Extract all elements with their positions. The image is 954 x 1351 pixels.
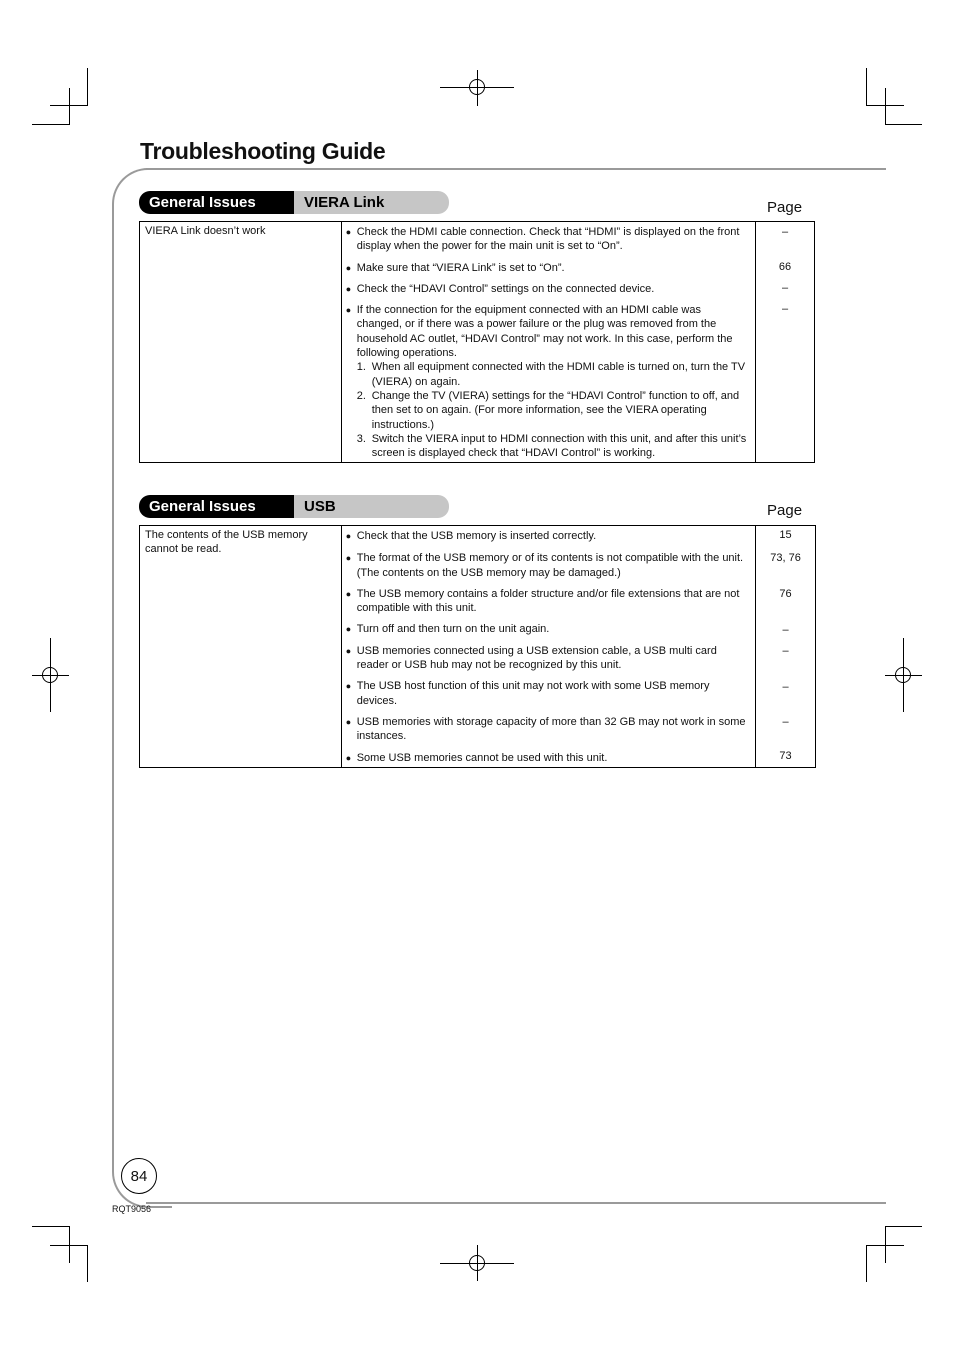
list-item: ● USB memories connected using a USB extension cable, a USB multi card reader or USB hub may not be recognized by this unit. [342,644,755,673]
list-item: ● The USB host function of this unit may not work with some USB memory devices. [342,679,755,708]
page-ref: – [782,681,789,693]
page-ref: – [782,716,789,728]
page-frame-bottom-rule [146,1202,886,1204]
troubleshooting-table-viera-link [139,221,815,463]
problem-cell [140,526,342,768]
bullet-icon: ● [345,305,352,316]
list-item: ● Check that the USB memory is inserted correctly. [342,529,755,543]
page-ref: – [781,303,789,315]
page-ref: 76 [779,588,792,600]
solutions-cell [341,526,755,768]
bullet-icon: ● [345,262,352,273]
list-item: ● Turn off and then turn on the unit again. [342,622,755,636]
list-item: ● The USB memory contains a folder structure and/or file extensions that are not compatible with this unit. [342,587,755,616]
page-ref: – [782,645,789,657]
bullet-icon: ● [345,588,352,599]
bullet-icon: ● [345,227,352,237]
page-ref: – [781,226,789,238]
step-item: 2. Change the TV (VIERA) settings for the “HDAVI Control” function to off, and then set to on again. (For more information, see the VIERA operating instructions.) [356,389,740,431]
list-item: ● The format of the USB memory or of its contents is not compatible with the unit. (The contents on the USB memory may be damaged.) [342,551,755,580]
table-row [140,526,816,768]
table-row [140,222,815,463]
section-topic: VIERA Link [294,191,449,214]
bullet-icon: ● [345,645,352,656]
list-item: ● Make sure that “VIERA Link” is set to “On”. [342,261,755,275]
page-ref: – [781,282,789,294]
bullet-icon: ● [345,752,352,763]
page-title: Troubleshooting Guide [140,138,386,164]
list-item: ● Check the HDMI cable connection. Check that “HDMI” is displayed on the front display when the power for the main unit is set to “On”. [342,225,755,254]
section-category: General Issues [139,495,294,518]
page-frame-top-rule [146,168,886,170]
page-ref-cell [756,526,816,768]
page-number: 84 [121,1158,157,1194]
troubleshooting-table-usb [139,525,816,768]
bullet-icon: ● [345,531,352,541]
page-ref-cell [756,222,815,463]
page-ref: 66 [778,261,792,273]
bullet-icon: ● [345,283,352,294]
problem-cell [140,222,342,463]
problem-text: VIERA Link doesn’t work [145,225,266,237]
bullet-icon: ● [345,553,352,564]
solutions-cell [341,222,755,463]
bullet-icon: ● [345,681,352,692]
step-item: 1. When all equipment connected with the HDMI cable is turned on, turn the TV (VIERA) on again. [356,361,746,388]
page-column-header: Page [767,502,803,519]
list-item: ● Check the “HDAVI Control” settings on the connected device. [342,282,755,296]
bullet-icon: ● [345,716,352,727]
document-code: RQT9056 [112,1204,152,1214]
page-ref: 15 [779,529,792,541]
list-item: ● Some USB memories cannot be used with this unit. [342,751,755,765]
page-ref: 73, 76 [770,552,801,564]
page-column-header: Page [767,199,803,216]
page-ref: – [782,624,789,636]
page-ref: 73 [779,750,792,762]
section-topic: USB [294,495,449,518]
list-item: ● If the connection for the equipment connected with an HDMI cable was changed, or if there was a power failure or the plug was removed from the household AC outlet, “HDAVI Control” may not work. In this case, perform the following operations. [342,303,755,360]
section-category: General Issues [139,191,294,214]
step-item: 3. Switch the VIERA input to HDMI connection with this unit, and after this unit’s screen is displayed check that “HDAVI Control” is working. [356,432,747,460]
problem-text: The contents of the USB memory cannot be read. [145,529,308,556]
bullet-icon: ● [345,624,352,635]
list-item: ● USB memories with storage capacity of more than 32 GB may not work in some instances. [342,715,755,744]
